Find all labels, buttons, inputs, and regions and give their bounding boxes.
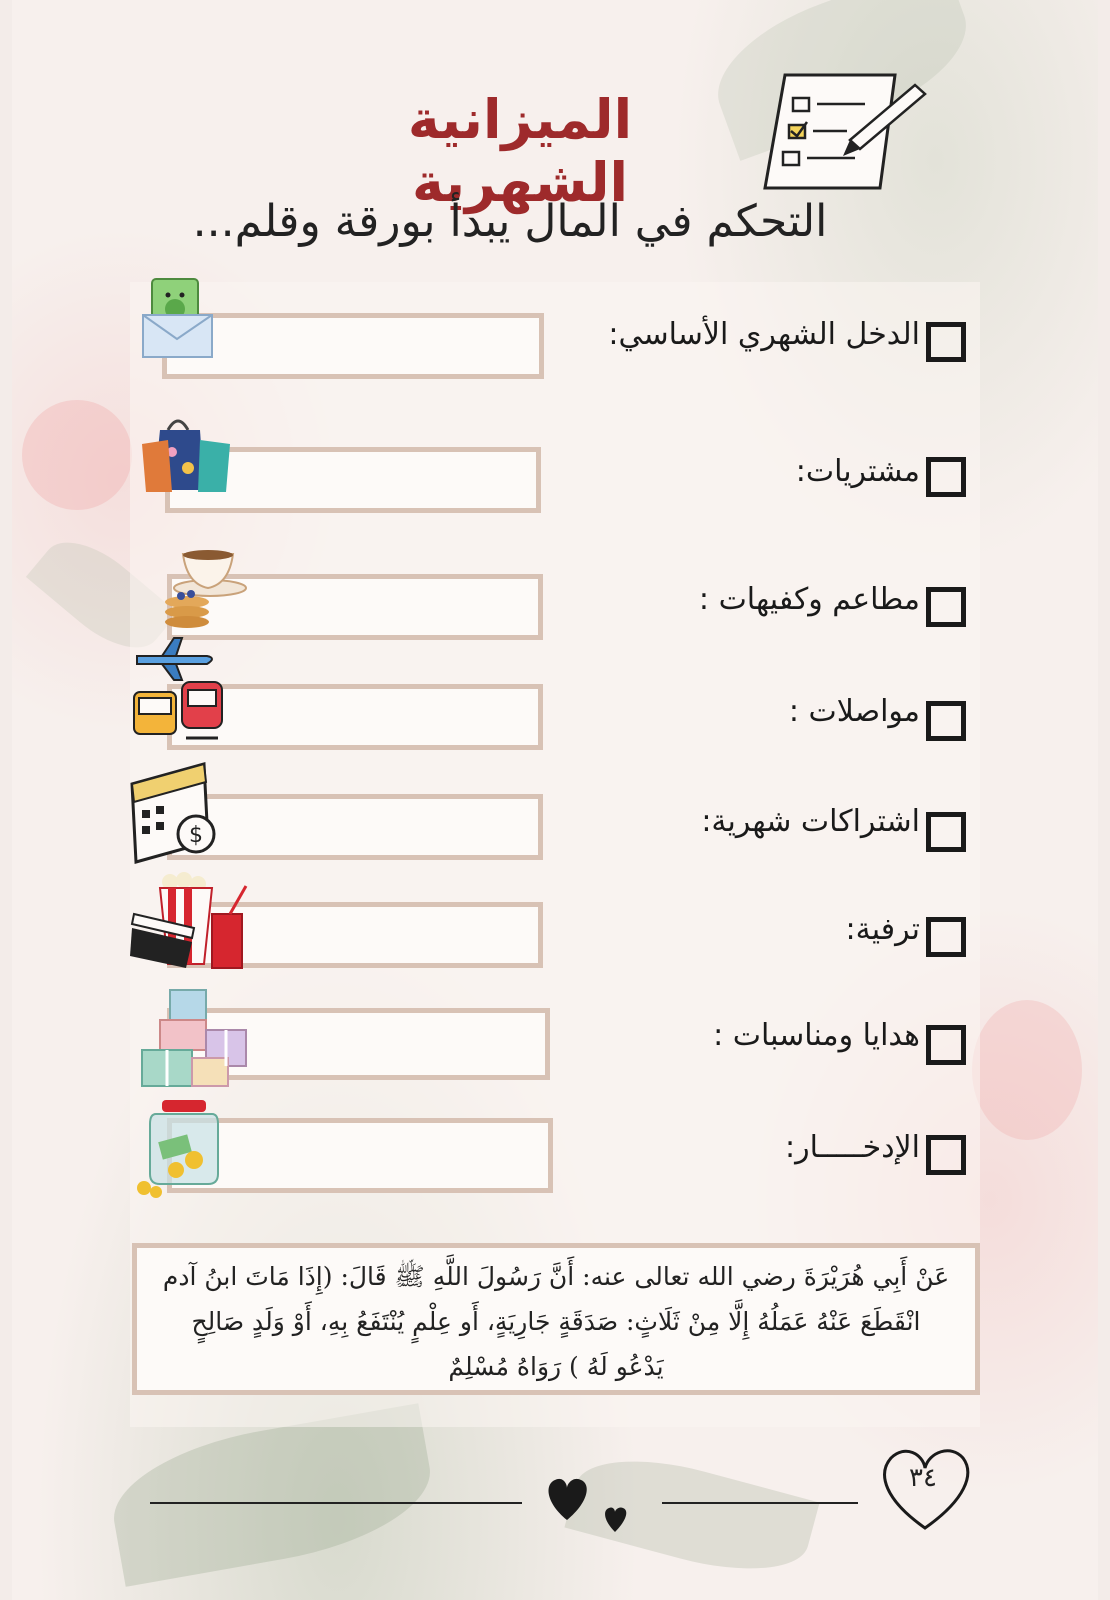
hadith-line-1: عَنْ أَبِي هُرَيْرَةَ رضي الله تعالى عنه: أَنَّ رَسُولَ اللَّهِ ﷺ قَالَ: (إِذَا مَاتَ ابنُ آدم: [162, 1262, 950, 1291]
label-gifts: هدايا ومناسبات :: [713, 1018, 920, 1053]
label-restaurants: مطاعم وكفيهات :: [698, 582, 920, 617]
calendar-dollar-icon: [128, 758, 223, 873]
page-subtitle: التحكم في المال يبدأ بورقة وقلم...: [192, 196, 828, 247]
label-income: الدخل الشهري الأساسي:: [608, 317, 920, 352]
label-transport: مواصلات :: [788, 694, 920, 729]
subscriptions-field[interactable]: [167, 794, 543, 860]
label-entertainment: ترفية:: [845, 912, 920, 947]
budget-row-subscriptions: [0, 790, 1110, 870]
budget-row-transport: [0, 684, 1110, 764]
popcorn-cinema-icon: [130, 872, 255, 977]
checkbox-purchases[interactable]: [926, 457, 966, 497]
checkbox-entertainment[interactable]: [926, 917, 966, 957]
checkbox-gifts[interactable]: [926, 1025, 966, 1065]
hadith-line-2: انْقَطَعَ عَنْهُ عَمَلُهُ إِلَّا مِنْ ثَلَاثٍ: صَدَقَةٍ جَارِيَةٍ، أَو عِلْمٍ يُنْتَفَعُ بِهِ، أَوْ وَلَدٍ صَالِحٍ: [191, 1307, 921, 1336]
checkbox-savings[interactable]: [926, 1135, 966, 1175]
checkbox-restaurants[interactable]: [926, 587, 966, 627]
budget-row-savings: [0, 1118, 1110, 1198]
decor-leaf: [103, 1403, 441, 1587]
budget-row-entertainment: [0, 900, 1110, 980]
checkbox-subscriptions[interactable]: [926, 812, 966, 852]
footer-line-right: [662, 1502, 858, 1504]
footer-line-left: [150, 1502, 522, 1504]
svg-text:$: $: [189, 823, 203, 848]
hadith-box: [132, 1243, 980, 1395]
checklist-pen-icon: [755, 70, 935, 195]
coffee-pancakes-icon: [155, 540, 250, 635]
money-envelope-icon: [140, 275, 215, 360]
budget-row-gifts: [0, 1008, 1110, 1088]
checkbox-income[interactable]: [926, 322, 966, 362]
label-purchases: مشتريات:: [795, 454, 920, 489]
page-number: ٣٤: [909, 1463, 937, 1493]
transport-icon: [132, 634, 227, 744]
label-subscriptions: اشتراكات شهرية:: [701, 804, 920, 839]
hearts-icon: [545, 1470, 645, 1535]
gift-boxes-icon: [140, 986, 250, 1091]
page-title: الميزانية الشهرية: [407, 88, 633, 214]
savings-jar-icon: [132, 1098, 232, 1198]
label-savings: الإدخـــــار:: [784, 1130, 920, 1165]
income-field[interactable]: [162, 313, 544, 379]
hadith-line-3: يَدْعُو لَهُ ) رَوَاهُ مُسْلِمٌ: [448, 1352, 664, 1381]
checkbox-transport[interactable]: [926, 701, 966, 741]
budget-row-purchases: [0, 440, 1110, 520]
budget-row-income: [0, 305, 1110, 385]
shopping-bags-icon: [140, 410, 235, 495]
